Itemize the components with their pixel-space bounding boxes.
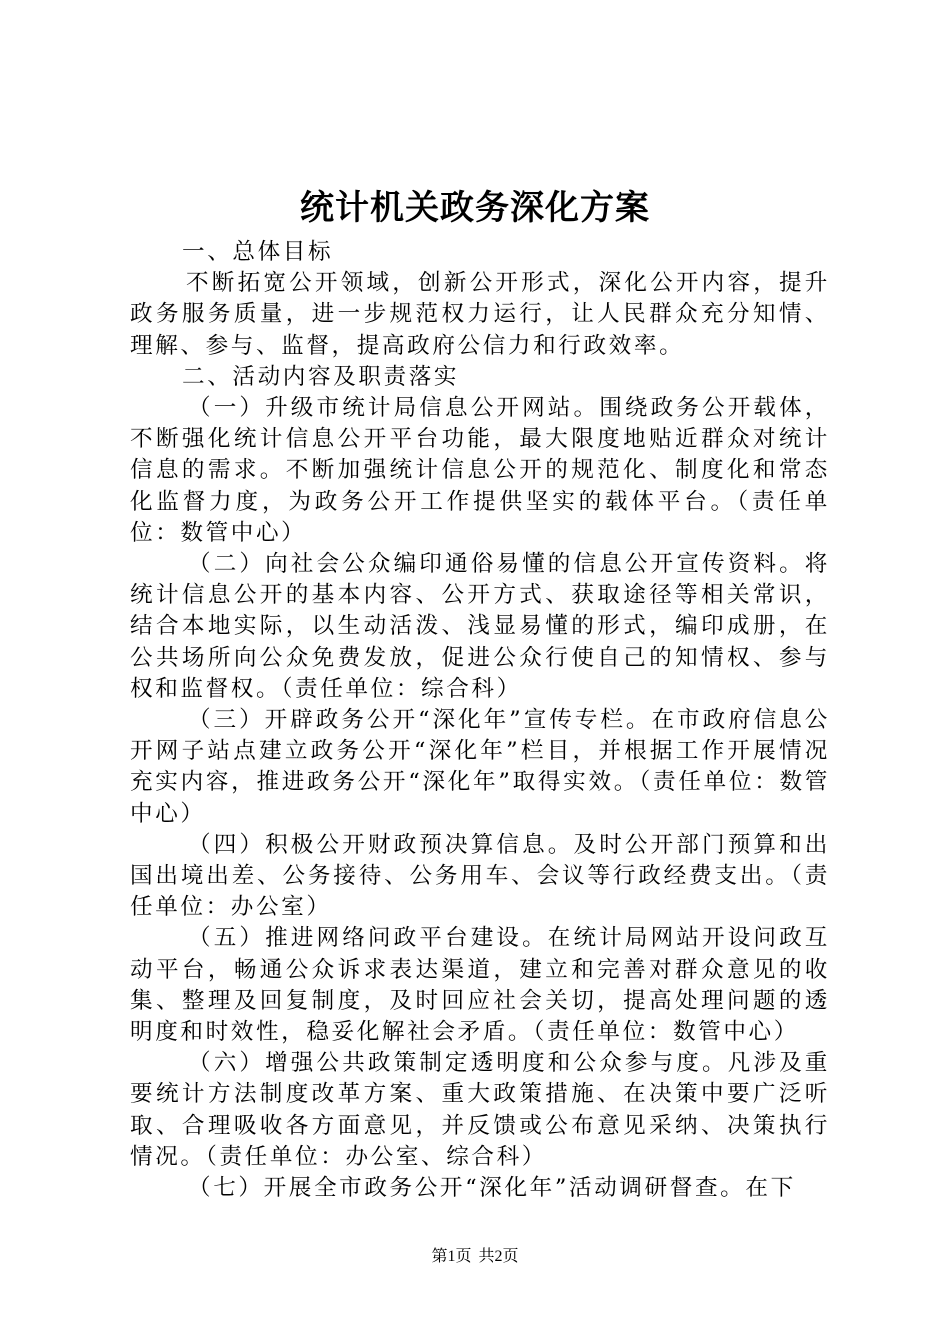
paragraph-item-4: （四）积极公开财政预决算信息。及时公开部门预算和出国出境出差、公务接待、公务用车、会议等行政经费支出。（责任单位：办公室） — [130, 831, 830, 921]
paragraph-item-1: （一）升级市统计局信息公开网站。围绕政务公开载体，不断强化统计信息公开平台功能，最大限度地贴近群众对统计信息的需求。不断加强统计信息公开的规范化、制度化和常态化监督力度，为政务公开工作提供坚实的载体平台。（责任单位：数管中心） — [130, 395, 830, 546]
paragraph-overall-goal: 不断拓宽公开领域，创新公开形式，深化公开内容，提升政务服务质量，进一步规范权力运行，让人民群众充分知情、理解、参与、监督，提高政府公信力和行政效率。 — [130, 270, 830, 359]
section-heading-overall-goal: 一、总体目标 — [182, 239, 334, 265]
paragraph-item-3: （三）开辟政务公开“深化年”宣传专栏。在市政府信息公开网子站点建立政务公开“深化年”栏目，并根据工作开展情况充实内容，推进政务公开“深化年”取得实效。（责任单位：数管中心） — [130, 707, 830, 827]
paragraph-item-6: （六）增强公共政策制定透明度和公众参与度。凡涉及重要统计方法制度改革方案、重大政策措施、在决策中要广泛听取、合理吸收各方面意见，并反馈或公布意见采纳、决策执行情况。（责任单位：办公室、综合科） — [130, 1050, 830, 1170]
page-number-footer: 第1页 共2页 — [431, 1248, 519, 1265]
paragraph-item-5: （五）推进网络问政平台建设。在统计局网站开设问政互动平台，畅通公众诉求表达渠道，建立和完善对群众意见的收集、整理及回复制度，及时回应社会关切，提高处理问题的透明度和时效性，稳妥化解社会矛盾。（责任单位：数管中心） — [130, 925, 830, 1046]
paragraph-item-2: （二）向社会公众编印通俗易懂的信息公开宣传资料。将统计信息公开的基本内容、公开方式、获取途径等相关常识，结合本地实际，以生动活泼、浅显易懂的形式，编印成册，在公共场所向公众免费发放，促进公众行使自己的知情权、参与权和监督权。（责任单位：综合科） — [130, 551, 830, 702]
paragraph-item-7: （七）开展全市政务公开“深化年”活动调研督查。在下 — [188, 1175, 796, 1202]
document-title: 统计机关政务深化方案 — [300, 188, 650, 228]
section-heading-activities: 二、活动内容及职责落实 — [182, 363, 460, 390]
document-body — [130, 237, 830, 1204]
